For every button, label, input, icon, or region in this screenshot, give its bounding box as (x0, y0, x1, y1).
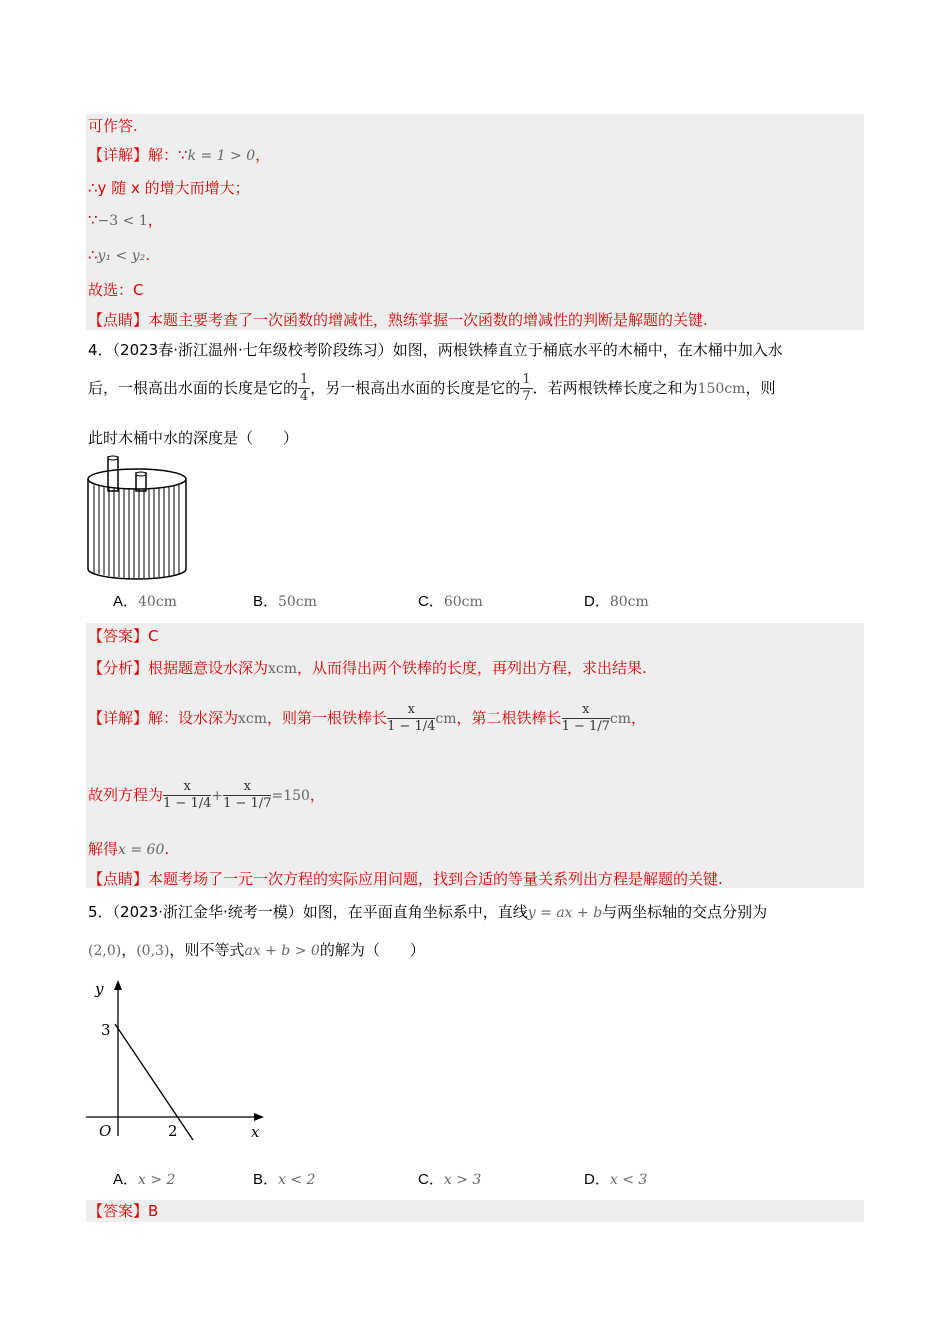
option-d[interactable]: D．80cm (584, 593, 649, 610)
equation-line: 故列方程为 $\frac{x}{1 - 1/4}$ + $\frac{x}{1 - 1/7}$ =150， (88, 779, 325, 811)
detail-line: 【详解】解：∵k = 1 > 0， (88, 146, 271, 164)
text-line: ∴y 随 x 的增大而增大； (88, 179, 250, 197)
note-line: 【点睛】本题主要考查了一次函数的增减性，熟练掌握一次函数的增减性的判断是解题的关键. (88, 311, 708, 329)
coordinate-graph (86, 976, 276, 1146)
question-4-line1: 4．（2023春·浙江温州·七年级校考阶段练习）如图，两根铁棒直立于桶底水平的木桶中，在木桶中加入水 (88, 341, 783, 359)
detail-line: 【详解】解：设水深为xcm，则第一根铁棒长 $\frac{x}{1 - 1/4}$ cm，第二根铁棒长 $\frac{x}{1 - 1/7}$ cm， (88, 702, 647, 734)
analysis-line: 【分析】根据题意设水深为xcm，从而得出两个铁棒的长度，再列出方程，求出结果. (88, 659, 647, 677)
fraction: $\frac{1}{4}$ (300, 372, 309, 404)
option-b[interactable]: B．50cm (253, 593, 317, 610)
origin-label: O (99, 1122, 112, 1140)
x-tick-label: 2 (168, 1122, 178, 1140)
answer-line: 【答案】B (88, 1202, 159, 1220)
option-c[interactable]: C．60cm (418, 593, 483, 610)
option-a[interactable]: A．40cm (113, 593, 177, 610)
question-5-line2: (2,0)，(0,3)，则不等式ax + b > 0的解为（ ） (88, 941, 425, 959)
choice-line: 故选：C (88, 281, 144, 299)
x-axis-label: x (251, 1123, 260, 1141)
solution-line: 解得x = 60. (88, 840, 170, 858)
note-line: 【点睛】本题考场了一元一次方程的实际应用问题，找到合适的等量关系列出方程是解题的关键. (88, 870, 723, 888)
y-axis-label: y (95, 980, 104, 998)
fraction: $\frac{x}{1 - 1/4}$ (163, 779, 212, 811)
y-tick-label: 3 (101, 1021, 111, 1039)
option-c[interactable]: C．x > 3 (418, 1171, 482, 1188)
fraction: $\frac{x}{1 - 1/7}$ (561, 702, 610, 734)
text-line: ∴y₁ < y₂. (88, 246, 151, 264)
answer-line: 【答案】C (88, 627, 159, 645)
barrel-figure (86, 455, 188, 585)
answer-block-q5 (86, 1200, 864, 1222)
fraction: $\frac{x}{1 - 1/7}$ (223, 779, 272, 811)
option-a[interactable]: A．x > 2 (113, 1171, 176, 1188)
option-d[interactable]: D．x < 3 (584, 1171, 648, 1188)
question-4-line3: 此时木桶中水的深度是（ ） (88, 429, 299, 447)
text-line: ∵−3 < 1， (88, 211, 163, 229)
option-b[interactable]: B．x < 2 (253, 1171, 316, 1188)
question-4-line2: 后，一根高出水面的长度是它的 $\frac{1}{4}$ ，另一根高出水面的长度是它的 $\frac{1}{7}$ ．若两根铁棒长度之和为150cm，则 (88, 372, 776, 404)
fraction: $\frac{x}{1 - 1/4}$ (387, 702, 436, 734)
fraction: $\frac{1}{7}$ (522, 372, 531, 404)
question-5-line1: 5．（2023·浙江金华·统考一模）如图，在平面直角坐标系中，直线y = ax + b与两坐标轴的交点分别为 (88, 903, 768, 921)
text-line: 可作答. (88, 117, 138, 135)
